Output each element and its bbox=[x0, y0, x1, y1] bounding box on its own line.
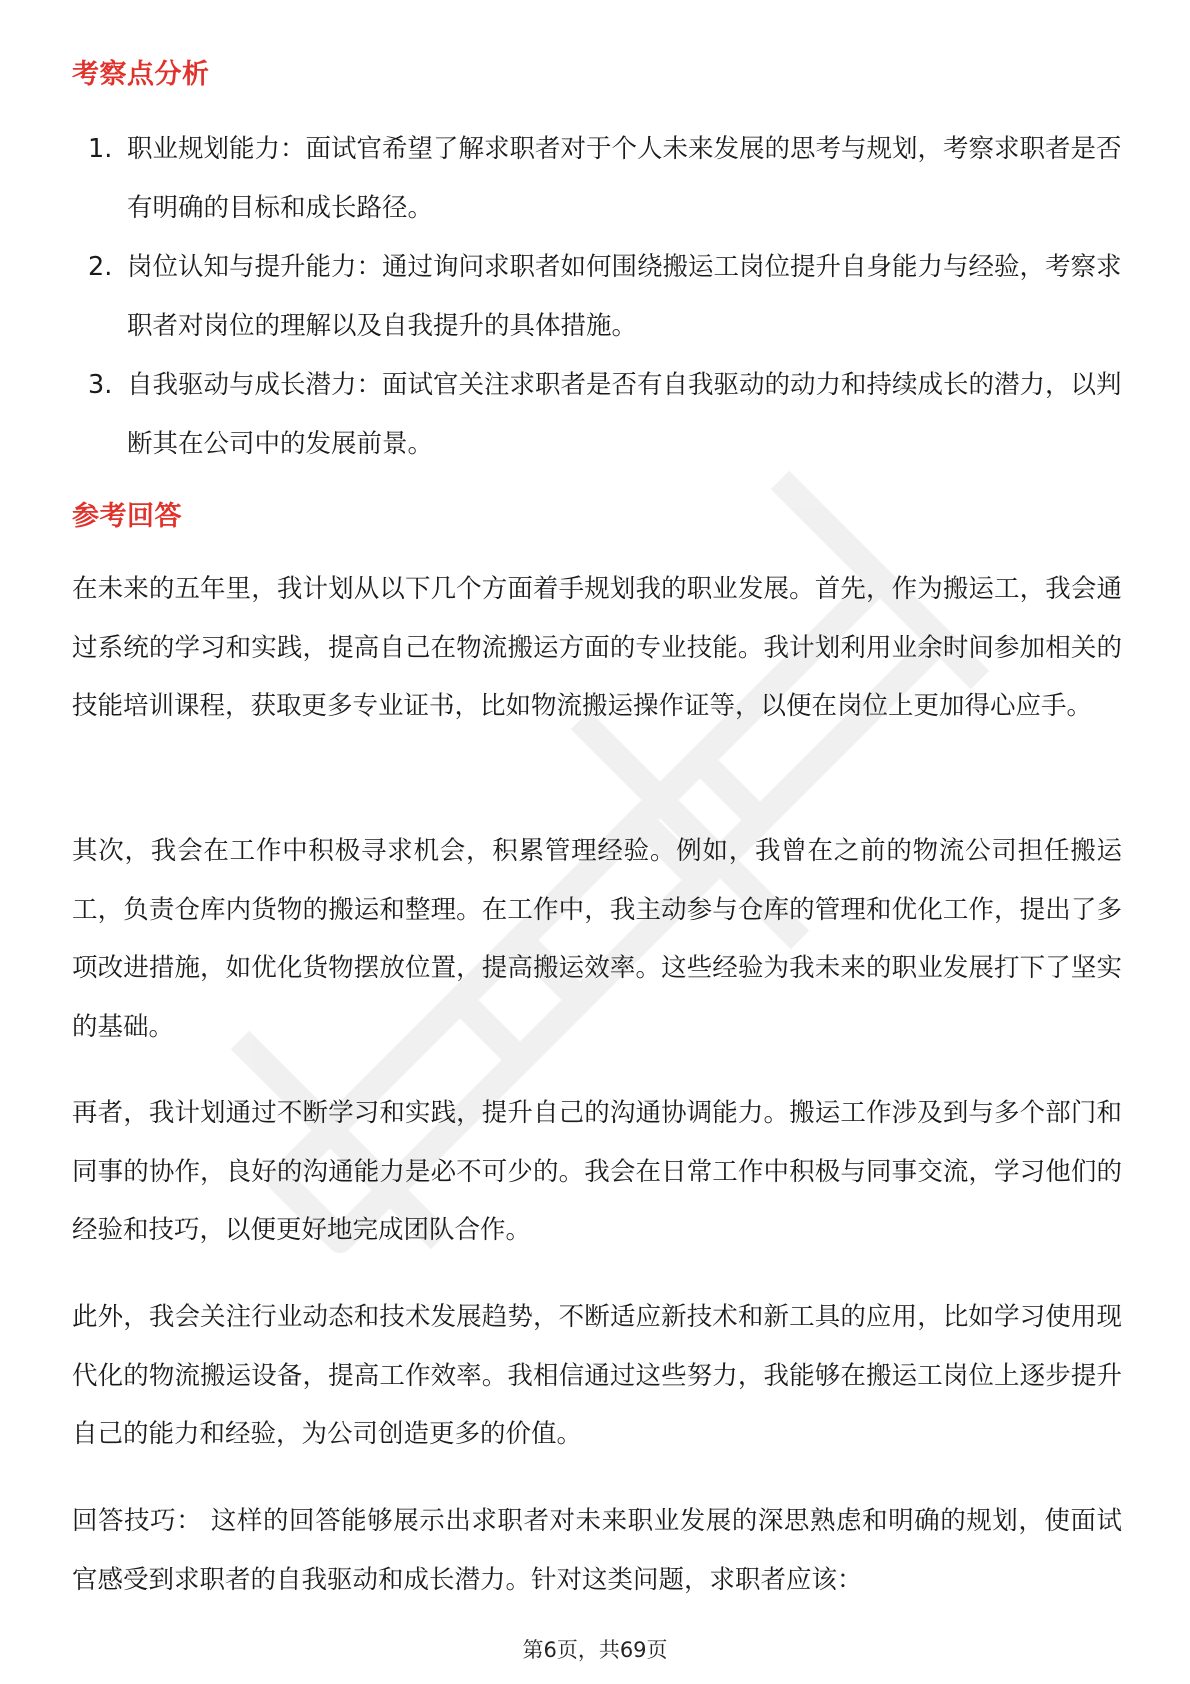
answer-paragraph-4: 此外，我会关注行业动态和技术发展趋势，不断适应新技术和新工具的应用，比如学习使用现代化的物流搬运设备，提高工作效率。我相信通过这些努力，我能够在搬运工岗位上逐步提升自己的能力和经验，为公司创造更多的价值。 bbox=[72, 1302, 1122, 1449]
analysis-points-list bbox=[72, 120, 1122, 474]
list-item-number: 1. bbox=[88, 134, 113, 164]
list-item-text: 职业规划能力：面试官希望了解求职者对于个人未来发展的思考与规划，考察求职者是否有明确的目标和成长路径。 bbox=[127, 134, 1122, 223]
list-item-number: 3. bbox=[88, 370, 113, 400]
answer-paragraph-3: 再者，我计划通过不断学习和实践，提升自己的沟通协调能力。搬运工作涉及到与多个部门和同事的协作，良好的沟通能力是必不可少的。我会在日常工作中积极与同事交流，学习他们的经验和技巧，以便更好地完成团队合作。 bbox=[72, 1098, 1122, 1245]
list-item-number: 2. bbox=[88, 252, 113, 282]
list-item bbox=[72, 356, 1122, 474]
list-item bbox=[72, 120, 1122, 238]
answer-paragraph-2: 其次，我会在工作中积极寻求机会，积累管理经验。例如，我曾在之前的物流公司担任搬运工，负责仓库内货物的搬运和整理。在工作中，我主动参与仓库的管理和优化工作，提出了多项改进措施，如优化货物摆放位置，提高搬运效率。这些经验为我未来的职业发展打下了坚实的基础。 bbox=[72, 836, 1122, 1042]
section-title-analysis: 考察点分析 bbox=[72, 59, 210, 90]
answer-paragraph-1: 在未来的五年里，我计划从以下几个方面着手规划我的职业发展。首先，作为搬运工，我会通过系统的学习和实践，提高自己在物流搬运方面的专业技能。我计划利用业余时间参加相关的技能培训课程，获取更多专业证书，比如物流搬运操作证等，以便在岗位上更加得心应手。 bbox=[72, 574, 1122, 721]
section-title-answer: 参考回答 bbox=[72, 501, 182, 532]
page-number-footer: 第6页，共69页 bbox=[522, 1638, 668, 1662]
list-item-text: 岗位认知与提升能力：通过询问求职者如何围绕搬运工岗位提升自身能力与经验，考察求职者对岗位的理解以及自我提升的具体措施。 bbox=[127, 252, 1122, 341]
answer-tips-paragraph: 回答技巧： 这样的回答能够展示出求职者对未来职业发展的深思熟虑和明确的规划，使面试官感受到求职者的自我驱动和成长潜力。针对这类问题，求职者应该： bbox=[72, 1506, 1122, 1595]
list-item bbox=[72, 238, 1122, 356]
list-item-text: 自我驱动与成长潜力：面试官关注求职者是否有自我驱动的动力和持续成长的潜力，以判断其在公司中的发展前景。 bbox=[127, 370, 1122, 459]
